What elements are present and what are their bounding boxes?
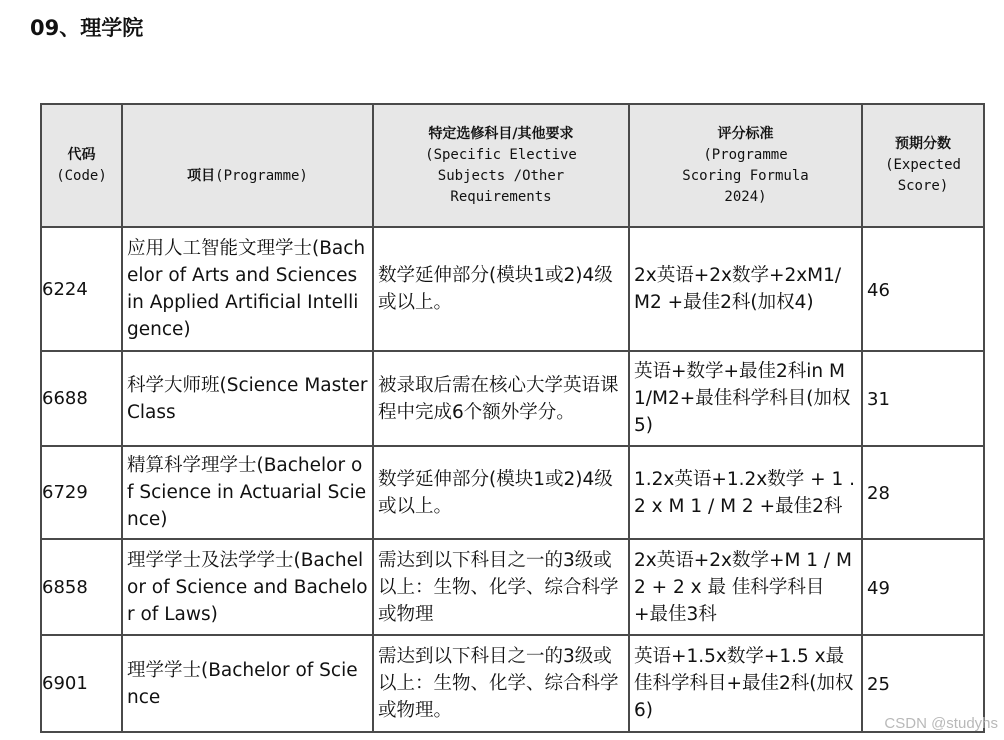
row-score: 31 bbox=[867, 389, 890, 410]
row-score-cell bbox=[862, 446, 984, 539]
row-programme-cell bbox=[122, 227, 373, 351]
row-code: 6224 bbox=[41, 227, 122, 351]
row-requirements: 数学延伸部分(模块1或2)4级或以上。 bbox=[378, 468, 613, 517]
watermark: CSDN @studyhs bbox=[884, 715, 998, 732]
row-code: 6688 bbox=[41, 351, 122, 446]
row-requirements-cell bbox=[373, 539, 629, 635]
row-formula: 英语+1.5x数学+1.5 x最佳科学科目+最佳2科(加权6) bbox=[634, 646, 854, 721]
row-formula: 1.2x英语+1.2x数学 + 1 . 2 x M 1 / M 2 +最佳2科 bbox=[634, 468, 856, 517]
header-code bbox=[41, 104, 122, 227]
row-programme: 科学大师班(Science Master Class bbox=[127, 374, 368, 423]
row-formula-cell bbox=[629, 446, 862, 539]
row-programme-cell bbox=[122, 446, 373, 539]
row-code: 6729 bbox=[41, 446, 122, 539]
header-programme-line bbox=[123, 145, 372, 187]
row-requirements: 数学延伸部分(模块1或2)4级或以上。 bbox=[378, 265, 613, 313]
row-code: 6901 bbox=[41, 635, 122, 732]
row-requirements-cell bbox=[373, 227, 629, 351]
header-requirements bbox=[373, 104, 629, 227]
row-score: 46 bbox=[867, 279, 890, 301]
row-programme-cell bbox=[122, 635, 373, 732]
header-formula bbox=[629, 104, 862, 227]
row-requirements: 被录取后需在核心大学英语课程中完成6个额外学分。 bbox=[378, 374, 619, 423]
row-score-cell bbox=[862, 351, 984, 446]
header-requirements-zh: 特定选修科目/其他要求 bbox=[428, 125, 574, 142]
table-row bbox=[41, 539, 984, 635]
row-requirements-cell bbox=[373, 635, 629, 732]
header-formula-en: (Programme Scoring Formula 2024) bbox=[682, 146, 809, 205]
row-formula-cell bbox=[629, 227, 862, 351]
row-formula: 2x英语+2x数学+M 1 / M 2 + 2 x 最 佳科学科目+最佳3科 bbox=[634, 549, 853, 625]
page-title: 09、理学院 bbox=[30, 16, 144, 40]
table-row bbox=[41, 351, 984, 446]
header-programme-en: (Programme) bbox=[215, 167, 308, 184]
row-score-cell bbox=[862, 539, 984, 635]
header-score-zh: 预期分数 bbox=[895, 136, 951, 152]
row-programme: 理学学士(Bachelor of Science bbox=[127, 659, 358, 708]
row-programme-cell bbox=[122, 351, 373, 446]
row-score: 28 bbox=[867, 483, 890, 504]
row-code: 6858 bbox=[41, 539, 122, 635]
row-formula: 英语+数学+最佳2科in M1/M2+最佳科学科目(加权5) bbox=[634, 361, 851, 436]
row-formula-cell bbox=[629, 351, 862, 446]
header-code-zh: 代码 bbox=[67, 146, 96, 163]
header-score bbox=[862, 104, 984, 227]
row-programme: 理学学士及法学学士(Bachelor of Science and Bachelor of Laws) bbox=[127, 549, 368, 625]
row-programme-cell bbox=[122, 539, 373, 635]
row-score: 49 bbox=[867, 577, 890, 599]
row-formula: 2x英语+2x数学+2xM1/M2 +最佳2科(加权4) bbox=[634, 265, 842, 313]
row-requirements: 需达到以下科目之一的3级或以上：生物、化学、综合科学或物理。 bbox=[378, 646, 619, 721]
header-formula-zh: 评分标准 bbox=[717, 125, 774, 142]
row-formula-cell bbox=[629, 635, 862, 732]
row-programme: 精算科学理学士(Bachelor of Science in Actuarial Science) bbox=[127, 455, 367, 530]
row-formula-cell bbox=[629, 539, 862, 635]
header-programme bbox=[122, 104, 373, 227]
table-row bbox=[41, 635, 984, 732]
header-requirements-en: (Specific Elective Subjects /Other Requirements bbox=[425, 146, 577, 205]
admission-table bbox=[40, 103, 985, 733]
row-requirements: 需达到以下科目之一的3级或以上：生物、化学、综合科学或物理 bbox=[378, 549, 619, 625]
header-programme-zh: 项目 bbox=[187, 167, 216, 184]
table-row bbox=[41, 446, 984, 539]
row-requirements-cell bbox=[373, 446, 629, 539]
row-requirements-cell bbox=[373, 351, 629, 446]
row-programme: 应用人工智能文理学士(Bachelor of Arts and Sciences in Applied Artificial Intelligence) bbox=[127, 238, 366, 340]
header-code-en: (Code) bbox=[56, 167, 107, 184]
table-row bbox=[41, 227, 984, 351]
row-score: 25 bbox=[867, 674, 890, 695]
row-score-cell bbox=[862, 227, 984, 351]
header-score-en: (Expected Score) bbox=[885, 157, 961, 194]
table-header-row bbox=[41, 104, 984, 227]
